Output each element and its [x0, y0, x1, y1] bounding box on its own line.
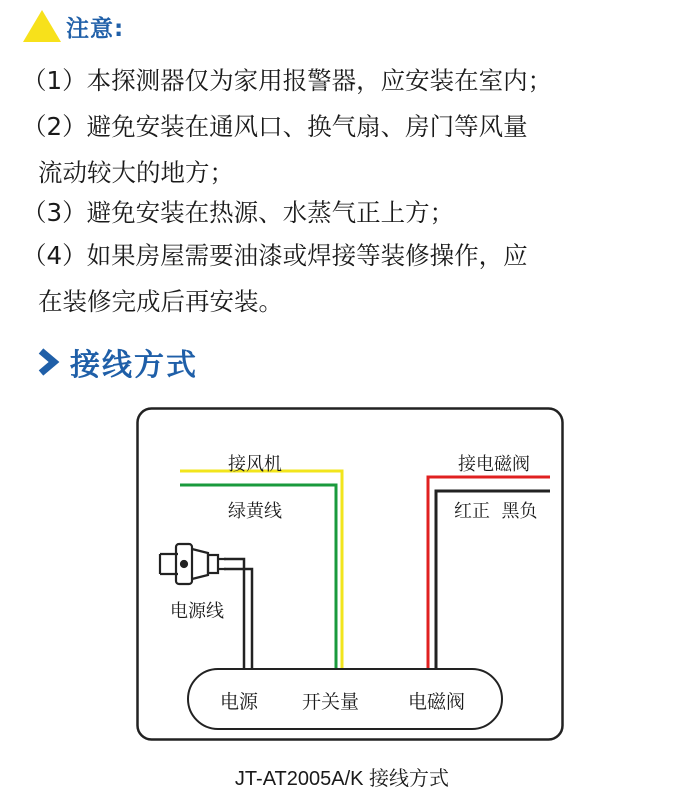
notice-title: 注意:	[66, 15, 125, 42]
notice-item-2-text-cont: 流动较大的地方；	[38, 158, 234, 187]
fan-label: 接风机	[228, 454, 282, 475]
notice-item-3	[0, 190, 684, 236]
terminal-valve: 电磁阀	[408, 691, 466, 713]
notice-item-3-text: （3）避免安装在热源、水蒸气正上方；	[22, 198, 455, 227]
notice-item-4	[0, 233, 684, 325]
wiring-section-title: 接线方式	[70, 348, 198, 383]
warning-icon	[22, 9, 62, 43]
notice-item-4-text-cont: 在装修完成后再安装。	[38, 287, 283, 316]
diagram-caption: JT-AT2005A/K 接线方式	[234, 768, 450, 790]
yellow-green-wire-label: 绿黄线	[228, 501, 282, 522]
wiring-diagram	[136, 407, 564, 741]
power-cord-label: 电源线	[170, 601, 224, 622]
valve-label: 接电磁阀	[458, 454, 530, 475]
wiring-section-header	[36, 340, 198, 384]
terminal-power: 电源	[220, 691, 259, 713]
notice-item-2-text: （2）避免安装在通风口、换气扇、房门等风量	[22, 112, 528, 141]
notice-header	[22, 8, 124, 44]
terminal-switch: 开关量	[302, 691, 360, 713]
notice-item-4-text: （4）如果房屋需要油漆或焊接等装修操作，应	[22, 241, 528, 270]
notice-item-1	[0, 58, 684, 104]
notice-item-2	[0, 104, 684, 196]
notice-item-1-text: （1）本探测器仅为家用报警器，应安装在室内；	[22, 66, 553, 95]
polarity-label: 红正 黑负	[454, 501, 538, 522]
chevron-right-icon	[36, 348, 60, 376]
